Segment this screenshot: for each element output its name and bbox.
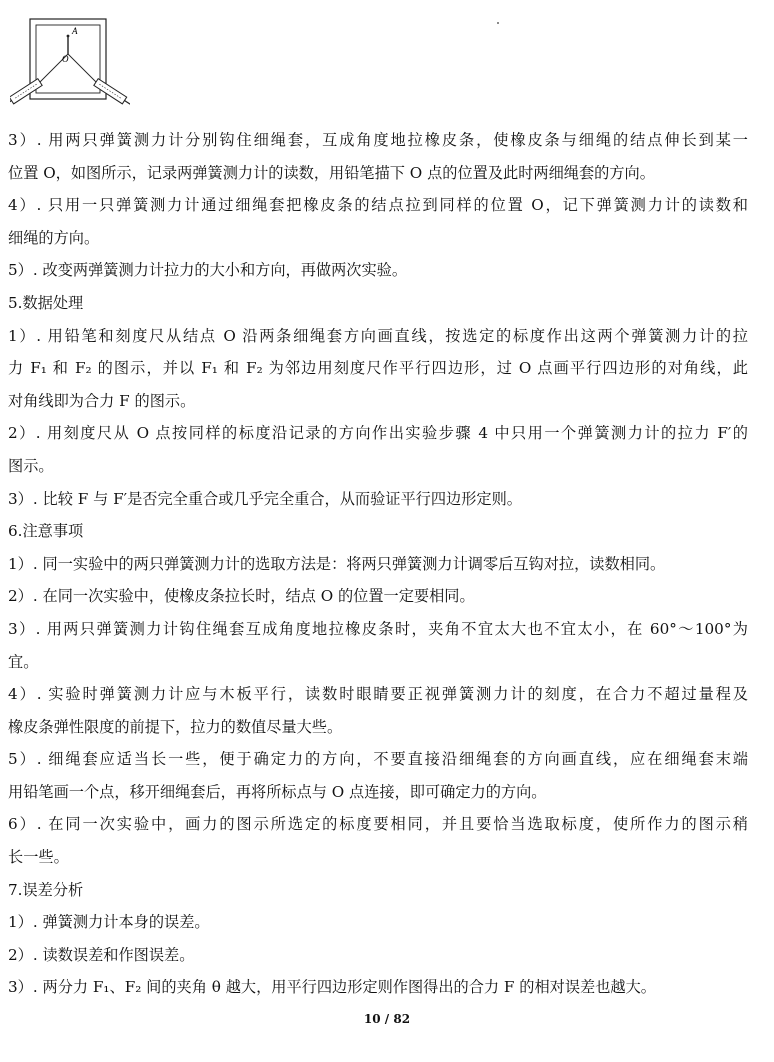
text-line: 5）. 改变两弹簧测力计拉力的大小和方向，再做两次实验。 <box>8 261 408 280</box>
text-line: 7.误差分析 <box>8 880 84 899</box>
text-line: 1）. 用铅笔和刻度尺从结点 O 沿两条细绳套方向画直线，按选定的标度作出这两个弹簧测力计的拉 <box>8 326 748 345</box>
text-line: 对角线即为合力 F 的图示。 <box>8 391 196 410</box>
stray-dot <box>497 22 499 24</box>
text-line: 橡皮条弹性限度的前提下，拉力的数值尽量大些。 <box>8 717 343 736</box>
text-line: 1）. 同一实验中的两只弹簧测力计的选取方法是：将两只弹簧测力计调零后互钩对拉，读数相同。 <box>8 554 666 573</box>
text-line: 3）. 比较 F 与 F′是否完全重合或几乎完全重合，从而验证平行四边形定则。 <box>8 489 522 508</box>
text-line: 5.数据处理 <box>8 293 84 312</box>
page-number: 10 / 82 <box>363 1012 411 1026</box>
text-line: 2）. 用刻度尺从 O 点按同样的标度沿记录的方向作出实验步骤 4 中只用一个弹簧测力计的拉力 F′的 <box>8 424 748 443</box>
text-line: 4）. 只用一只弹簧测力计通过细绳套把橡皮条的结点拉到同样的位置 O，记下弹簧测力计的读数和 <box>8 196 748 215</box>
text-line: 4）. 实验时弹簧测力计应与木板平行，读数时眼睛要正视弹簧测力计的刻度，在合力不超过量程及 <box>8 685 748 704</box>
text-line: 图示。 <box>8 456 54 475</box>
spring-scale-diagram <box>10 14 130 120</box>
text-line: 3）. 两分力 F₁、F₂ 间的夹角 θ 越大，用平行四边形定则作图得出的合力 F 的相对误差也越大。 <box>8 978 656 997</box>
text-line: 用铅笔画一个点，移开细绳套后，再将所标点与 O 点连接，即可确定力的方向。 <box>8 782 547 801</box>
text-line: 长一些。 <box>8 848 69 867</box>
text-line: 3）. 用两只弹簧测力计分别钩住细绳套，互成角度地拉橡皮条，使橡皮条与细绳的结点伸长到某一 <box>8 131 748 149</box>
experiment-figure <box>10 14 130 120</box>
text-line: 力 F₁ 和 F₂ 的图示，并以 F₁ 和 F₂ 为邻边用刻度尺作平行四边形，过 O 点画平行四边形的对角线，此 <box>8 359 748 378</box>
label-a: A <box>72 26 78 36</box>
text-line: 位置 O，如图所示，记录两弹簧测力计的读数，用铅笔描下 O 点的位置及此时两细绳套的方向。 <box>8 163 655 182</box>
text-line: 2）. 读数误差和作图误差。 <box>8 945 195 964</box>
text-line: 1）. 弹簧测力计本身的误差。 <box>8 913 210 932</box>
text-line: 5）. 细绳套应适当长一些，便于确定力的方向，不要直接沿细绳套的方向画直线，应在细绳套末端 <box>8 750 748 769</box>
text-line: 宜。 <box>8 652 39 671</box>
text-line: 6.注意事项 <box>8 522 84 541</box>
label-o: O <box>62 54 69 64</box>
text-line: 3）. 用两只弹簧测力计钩住绳套互成角度地拉橡皮条时，夹角不宜太大也不宜太小，在 60°～100°为 <box>8 619 748 638</box>
text-line: 2）. 在同一次实验中，使橡皮条拉长时，结点 O 的位置一定要相同。 <box>8 587 475 606</box>
text-line: 细绳的方向。 <box>8 228 100 247</box>
document-body <box>8 124 748 1004</box>
text-line: 6）. 在同一次实验中，画力的图示所选定的标度要相同，并且要恰当选取标度，使所作力的图示稍 <box>8 815 748 834</box>
string-right <box>68 54 96 82</box>
